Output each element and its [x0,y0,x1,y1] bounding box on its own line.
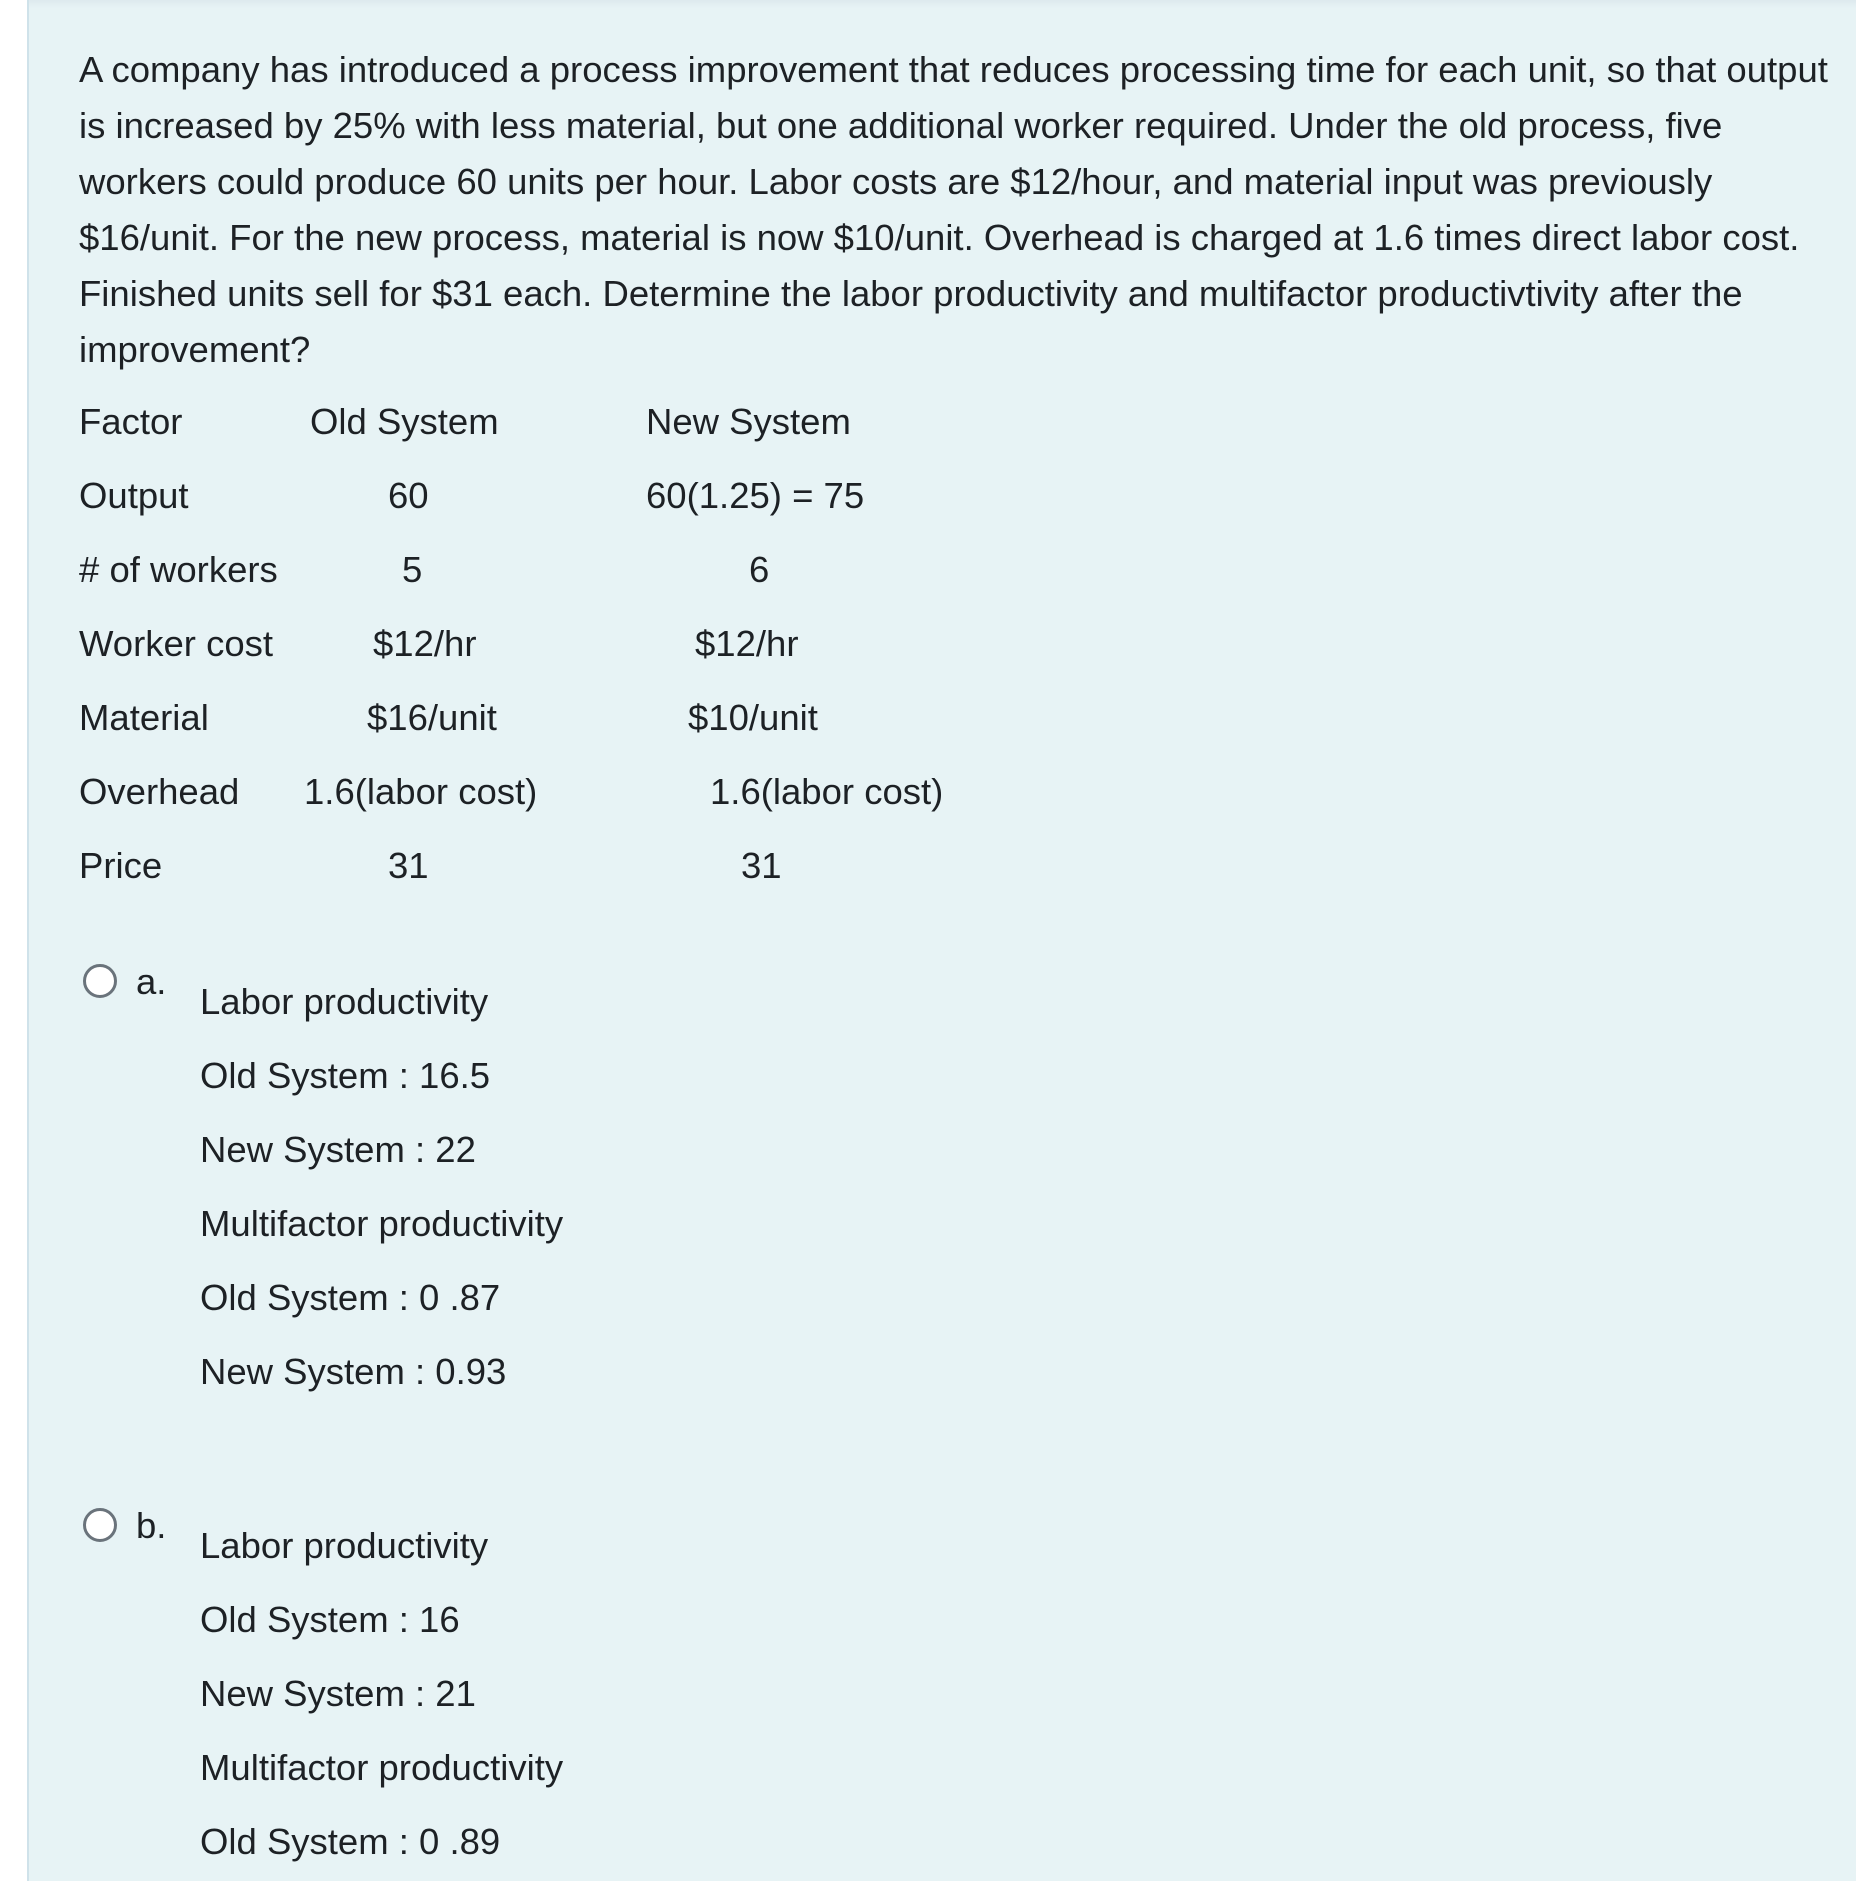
option-b-line-2: Old System : 16 [200,1599,460,1640]
table-row-new-overhead: 1.6(labor cost) [710,771,944,812]
option-a-line-1: Labor productivity [200,981,489,1022]
option-b-radio[interactable] [83,1508,117,1542]
table-row-old-overhead: 1.6(labor cost) [304,771,538,812]
option-b-line-1: Labor productivity [200,1525,489,1566]
option-a-radio[interactable] [83,964,117,998]
table-header-new-system: New System [646,401,851,442]
table-row-factor-price: Price [79,845,163,886]
option-b-line-4: Multifactor productivity [200,1747,564,1788]
table-row-old-worker-cost: $12/hr [373,623,477,664]
page-margin [0,0,26,1881]
panel-top-border [29,0,1856,8]
option-a-line-2: Old System : 16.5 [200,1055,491,1096]
option-a-line-4: Multifactor productivity [200,1203,564,1244]
table-row-factor-worker-cost: Worker cost [79,623,274,664]
question-text: A company has introduced a process improvement that reduces processing time for each unit, so that output is increased by 25% with less material, but one additional worker required. Under the old process, five workers could produce 60 units per hour. Labor costs are $12/hour, and material input was previously $16/unit. For the new process, material is now $10/unit. Overhead is charged at 1.6 times direct labor cost. Finished units sell for $31 each. Determine the labor productivity and multifactor productivtivity after the improvement? [79,49,1828,370]
table-header-factor: Factor [79,401,183,442]
option-a-letter: a. [136,961,167,1002]
table-row-old-price: 31 [388,845,429,886]
option-a-line-3: New System : 22 [200,1129,476,1170]
question-panel [27,0,1856,1881]
table-row-new-output: 60(1.25) = 75 [646,475,865,516]
table-row-old-output: 60 [388,475,429,516]
table-row-new-workers: 6 [749,549,770,590]
table-row-factor-material: Material [79,697,209,738]
table-row-factor-output: Output [79,475,189,516]
option-b-line-3: New System : 21 [200,1673,476,1714]
table-row-old-material: $16/unit [367,697,497,738]
table-row-old-workers: 5 [402,549,423,590]
option-b-letter: b. [136,1505,167,1546]
option-b-line-5: Old System : 0 .89 [200,1821,501,1862]
option-a-line-5: Old System : 0 .87 [200,1277,501,1318]
table-row-new-material: $10/unit [688,697,818,738]
table-row-factor-overhead: Overhead [79,771,240,812]
table-header-old-system: Old System [310,401,499,442]
option-a-line-6: New System : 0.93 [200,1351,507,1392]
table-row-factor-workers: # of workers [79,549,278,590]
table-row-new-worker-cost: $12/hr [695,623,799,664]
table-row-new-price: 31 [741,845,782,886]
